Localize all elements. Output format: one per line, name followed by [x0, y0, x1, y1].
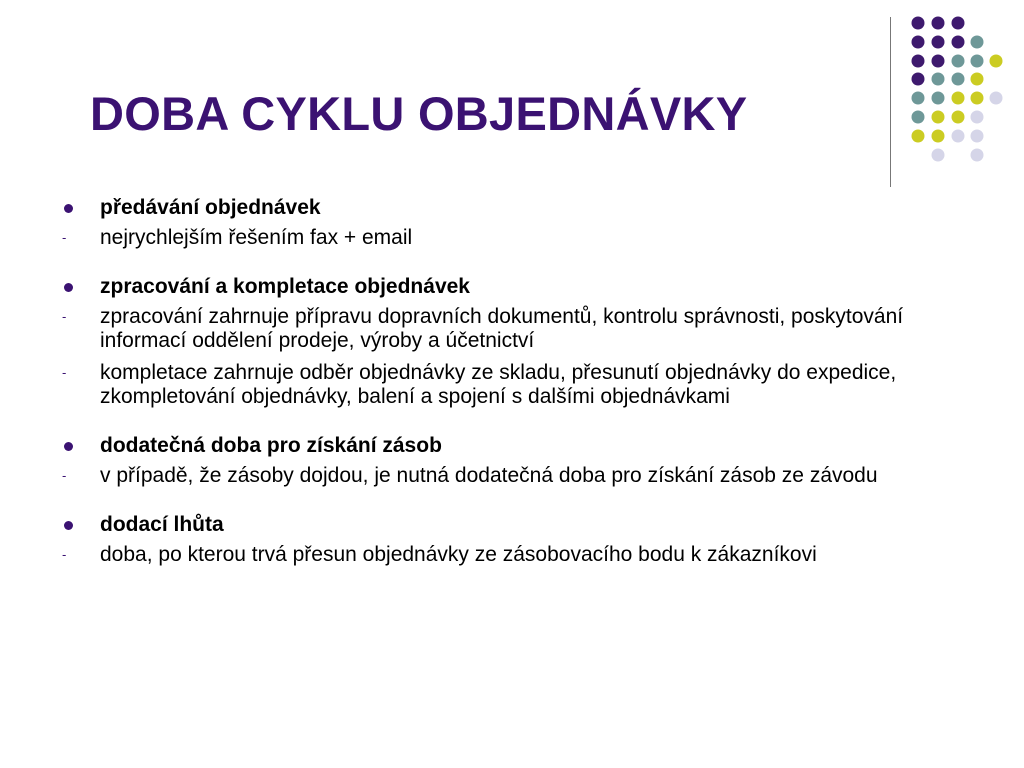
decor-dot — [990, 55, 1003, 68]
sub-item-text: doba, po kterou trvá přesun objednávky ze zásobovacího bodu k zákazníkovi — [100, 543, 817, 566]
slide-content — [62, 196, 982, 592]
bullet-dot-icon — [64, 442, 73, 451]
bullet-heading — [62, 513, 982, 537]
dash-icon: - — [62, 547, 67, 562]
decor-dot — [971, 149, 984, 162]
bullet-heading-text: dodací lhůta — [100, 513, 224, 536]
decor-dot — [912, 130, 925, 143]
decor-dot — [952, 111, 965, 124]
decor-dot — [952, 130, 965, 143]
bullet-heading — [62, 275, 982, 299]
decor-dot — [932, 73, 945, 86]
bullet-dot-icon — [64, 521, 73, 530]
section-delivery-time — [62, 513, 982, 567]
bullet-heading — [62, 434, 982, 458]
bullet-heading-text: zpracování a kompletace objednávek — [100, 275, 470, 298]
sub-item — [62, 543, 982, 567]
slide-title: DOBA CYKLU OBJEDNÁVKY — [90, 87, 748, 140]
decor-dot — [952, 92, 965, 105]
decor-dot — [932, 111, 945, 124]
decor-dot — [912, 73, 925, 86]
decor-dot — [912, 92, 925, 105]
dash-icon: - — [62, 309, 67, 324]
decor-dot — [932, 17, 945, 30]
decor-dot — [971, 73, 984, 86]
section-order-transfer — [62, 196, 982, 250]
sub-item — [62, 226, 982, 250]
bullet-heading-text: dodatečná doba pro získání zásob — [100, 434, 442, 457]
decor-dot — [932, 130, 945, 143]
dash-icon: - — [62, 230, 67, 245]
decor-dot — [971, 111, 984, 124]
bullet-dot-icon — [64, 204, 73, 213]
section-processing — [62, 275, 982, 409]
decor-dot — [971, 130, 984, 143]
decor-dot — [952, 55, 965, 68]
decor-dot — [971, 55, 984, 68]
decor-dot — [952, 17, 965, 30]
decor-dot — [971, 92, 984, 105]
sub-item-text: kompletace zahrnuje odběr objednávky ze skladu, přesunutí objednávky do expedice, zkompletování objednávky, balení a spojení s dalšími objednávkami — [100, 361, 897, 408]
sub-item — [62, 361, 982, 409]
decor-dot — [971, 36, 984, 49]
sub-item-text: nejrychlejším řešením fax + email — [100, 226, 413, 249]
bullet-dot-icon — [64, 283, 73, 292]
decor-dot — [912, 36, 925, 49]
decor-dot — [912, 55, 925, 68]
decor-dot — [912, 111, 925, 124]
dash-icon: - — [62, 468, 67, 483]
decor-dot — [932, 149, 945, 162]
dash-icon: - — [62, 365, 67, 380]
decor-dot — [990, 92, 1003, 105]
decor-dot — [952, 36, 965, 49]
decor-dot — [932, 92, 945, 105]
bullet-heading — [62, 196, 982, 220]
sub-item — [62, 305, 982, 353]
decor-dot — [952, 73, 965, 86]
title-divider-line — [890, 17, 891, 187]
decor-dot — [932, 55, 945, 68]
bullet-heading-text: předávání objednávek — [100, 196, 321, 219]
decor-dot — [912, 17, 925, 30]
decor-dot — [932, 36, 945, 49]
sub-item-text: zpracování zahrnuje přípravu dopravních dokumentů, kontrolu správnosti, poskytování informací oddělení prodeje, výroby a účetnictví — [100, 305, 904, 352]
section-additional-time — [62, 434, 982, 488]
sub-item-text: v případě, že zásoby dojdou, je nutná dodatečná doba pro získání zásob ze závodu — [100, 464, 878, 487]
sub-item — [62, 464, 982, 488]
